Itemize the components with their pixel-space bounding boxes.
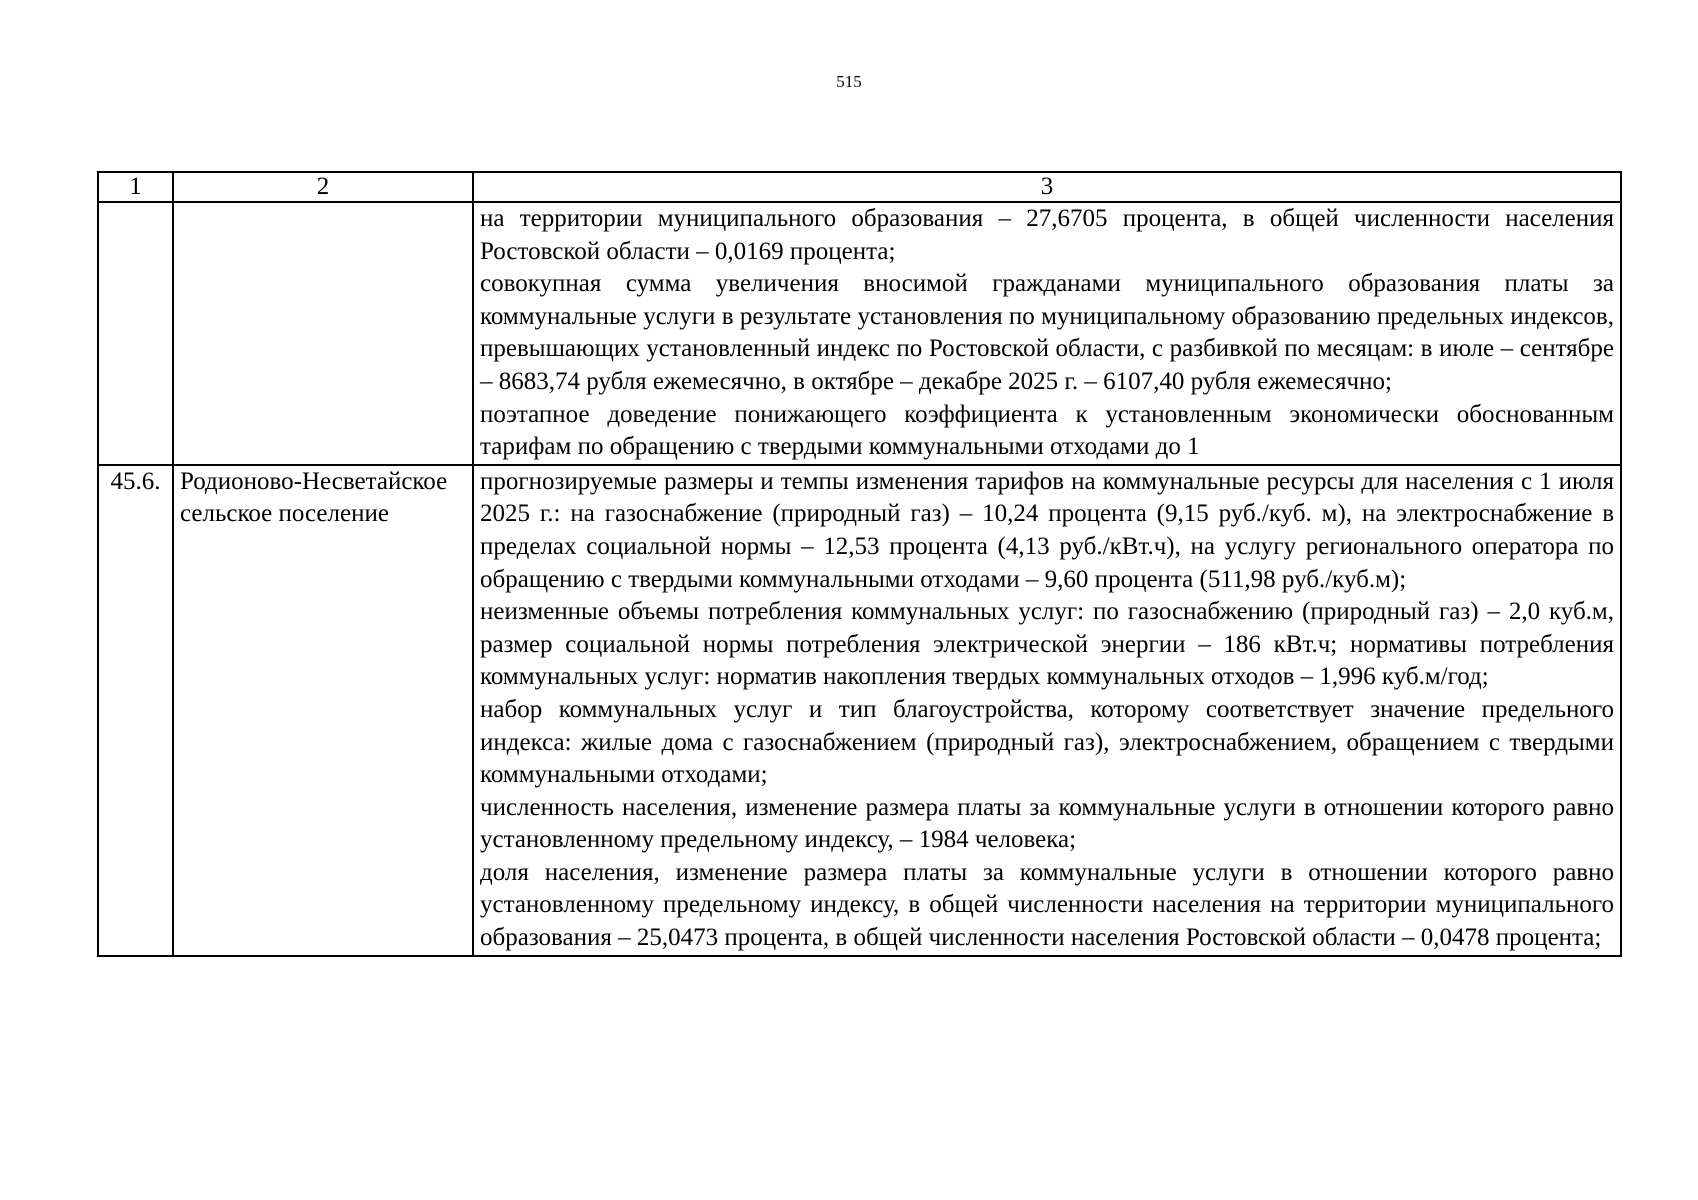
column-header-1: 1 <box>98 172 173 202</box>
municipality-name: Родионово-Несветайское сельское поселение <box>173 465 473 956</box>
content-paragraph: неизменные объемы потребления коммунальных услуг: по газоснабжению (природный газ) – 2,0 куб.м, размер социальной нормы потребления электрической энергии – 186 кВт.ч; нормативы потребления коммунальных услуг: норматив накопления твердых коммунальных отходов – 1,996 куб.м/год; <box>480 598 1614 691</box>
content-paragraph: набор коммунальных услуг и тип благоустройства, которому соответствует значение предельного индекса: жилые дома с газоснабжением (природный газ), электроснабжением, обращением с твердыми коммунальными отходами; <box>480 695 1614 789</box>
table-header-row <box>98 172 1621 202</box>
row-number: 45.6. <box>98 465 173 956</box>
document-table <box>97 171 1622 957</box>
municipality-name <box>173 202 473 465</box>
content-paragraph: доля населения, изменение размера платы за коммунальные услуги в отношении которого равно установленному предельному индексу, в общей численности населения на территории муниципального образования – 25,0473 процента, в общей численности населения Ростовской области – 0,0478 процента; <box>480 858 1614 952</box>
row-number <box>98 202 173 465</box>
content-paragraph: поэтапное доведение понижающего коэффициента к установленным экономически обоснованным тарифам по обращению с твердыми коммунальными отходами до 1 <box>480 400 1614 461</box>
content-paragraph: на территории муниципального образования – 27,6705 процента, в общей численности населения Ростовской области – 0,0169 процента; <box>480 205 1614 265</box>
column-header-3: 3 <box>473 172 1621 202</box>
content-paragraph: численность населения, изменение размера платы за коммунальные услуги в отношении которого равно установленному предельному индексу, – 1984 человека; <box>480 793 1614 854</box>
row-content <box>473 465 1621 956</box>
content-paragraph: совокупная сумма увеличения вносимой гражданами муниципального образования платы за коммунальные услуги в результате установления по муниципальному образованию предельных индексов, превышающих установленный индекс по Ростовской области, с разбивкой по месяцам: в июле – сентябре – 8683,74 рубля ежемесячно, в октябре – декабре 2025 г. – 6107,40 рубля ежемесячно; <box>480 270 1614 395</box>
content-paragraph: прогнозируемые размеры и темпы изменения тарифов на коммунальные ресурсы для населения с 1 июля 2025 г.: на газоснабжение (природный газ) – 10,24 процента (9,15 руб./куб. м), на электроснабжение в пределах социальной нормы – 12,53 процента (4,13 руб./кВт.ч), на услугу регионального оператора по обращению с твердыми коммунальными отходами – 9,60 процента (511,98 руб./куб.м); <box>480 467 1614 593</box>
page-number: 515 <box>836 72 862 91</box>
row-content <box>473 202 1621 465</box>
table-row <box>98 465 1621 956</box>
table-row <box>98 202 1621 465</box>
column-header-2: 2 <box>173 172 473 202</box>
